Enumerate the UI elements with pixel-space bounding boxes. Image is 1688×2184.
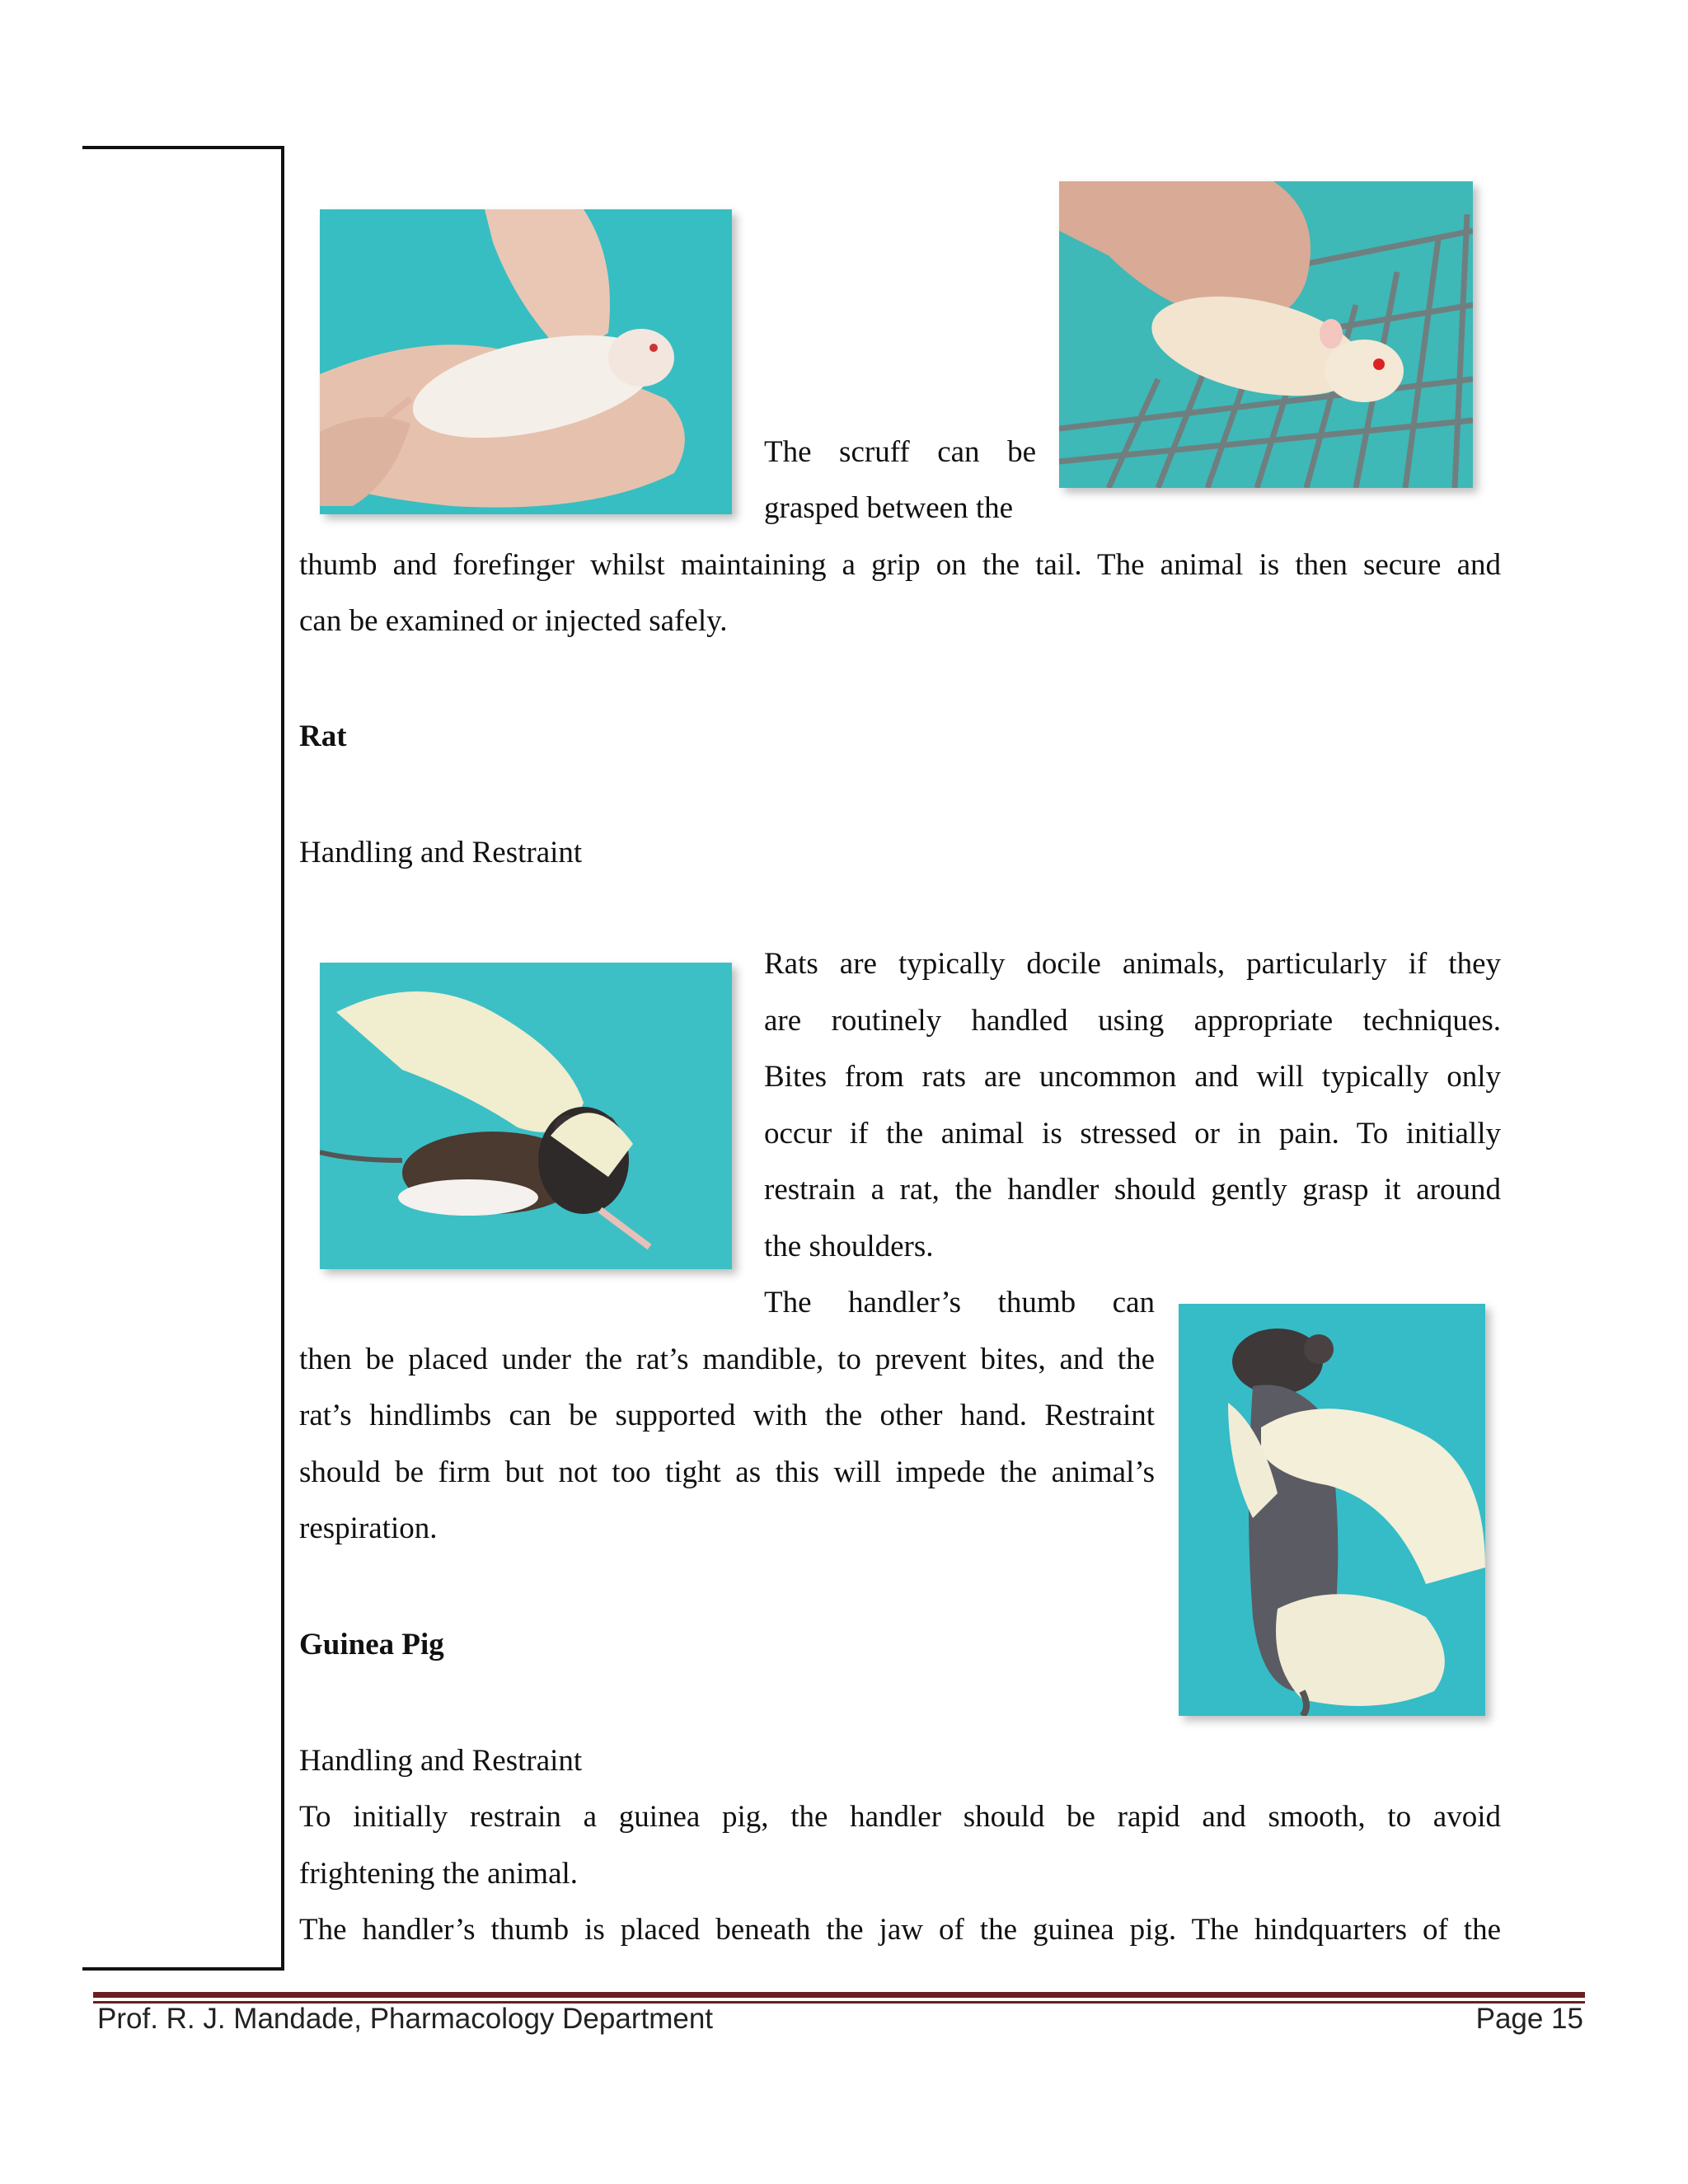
footer-page-number: Page 15 bbox=[1475, 2003, 1583, 2035]
photo-mouse-held-in-hand bbox=[320, 209, 732, 514]
paragraph-line: thumb and forefinger whilst maintaining a grip on the tail. The animal is then secure and bbox=[299, 548, 1501, 582]
paragraph-line: can be examined or injected safely. bbox=[299, 604, 728, 638]
paragraph-line: restrain a rat, the handler should gently grasp it around bbox=[764, 1173, 1501, 1207]
section-heading-rat: Rat bbox=[299, 719, 347, 753]
section-subheading: Handling and Restraint bbox=[299, 1744, 583, 1778]
photo-rat-grasped-gloved-hand bbox=[320, 963, 732, 1269]
paragraph-line: frightening the animal. bbox=[299, 1857, 579, 1891]
photo-rat-held-upright bbox=[1179, 1304, 1485, 1716]
paragraph-line: Bites from rats are uncommon and will typically only bbox=[764, 1060, 1501, 1094]
paragraph-line: occur if the animal is stressed or in pain. To initially bbox=[764, 1117, 1501, 1151]
paragraph-line: respiration. bbox=[299, 1511, 438, 1545]
paragraph-line: Rats are typically docile animals, particularly if they bbox=[764, 947, 1501, 981]
paragraph-line: The handler’s thumb can bbox=[764, 1286, 1155, 1319]
paragraph-line: the shoulders. bbox=[764, 1230, 934, 1263]
photo-mouse-on-wire-grid bbox=[1059, 181, 1473, 488]
footer-author: Prof. R. J. Mandade, Pharmacology Department bbox=[97, 2003, 714, 2035]
paragraph-line: The handler’s thumb is placed beneath the jaw of the guinea pig. The hindquarters of the bbox=[299, 1913, 1501, 1947]
margin-bracket-top bbox=[82, 146, 284, 149]
paragraph-line: grasped between the bbox=[764, 491, 1014, 525]
footer-rule bbox=[93, 1992, 1585, 1998]
section-subheading: Handling and Restraint bbox=[299, 836, 583, 869]
paragraph-line: To initially restrain a guinea pig, the handler should be rapid and smooth, to avoid bbox=[299, 1800, 1501, 1834]
margin-bracket-bottom bbox=[82, 1967, 284, 1971]
paragraph-line: rat’s hindlimbs can be supported with the other hand. Restraint bbox=[299, 1399, 1155, 1432]
paragraph-line: then be placed under the rat’s mandible, to prevent bites, and the bbox=[299, 1343, 1155, 1376]
margin-bracket-vertical bbox=[281, 146, 284, 1971]
paragraph-line: are routinely handled using appropriate techniques. bbox=[764, 1004, 1501, 1038]
section-heading-guinea-pig: Guinea Pig bbox=[299, 1628, 444, 1661]
paragraph-line: should be firm but not too tight as this will impede the animal’s bbox=[299, 1455, 1155, 1489]
paragraph-line: The scruff can be bbox=[764, 435, 1036, 469]
